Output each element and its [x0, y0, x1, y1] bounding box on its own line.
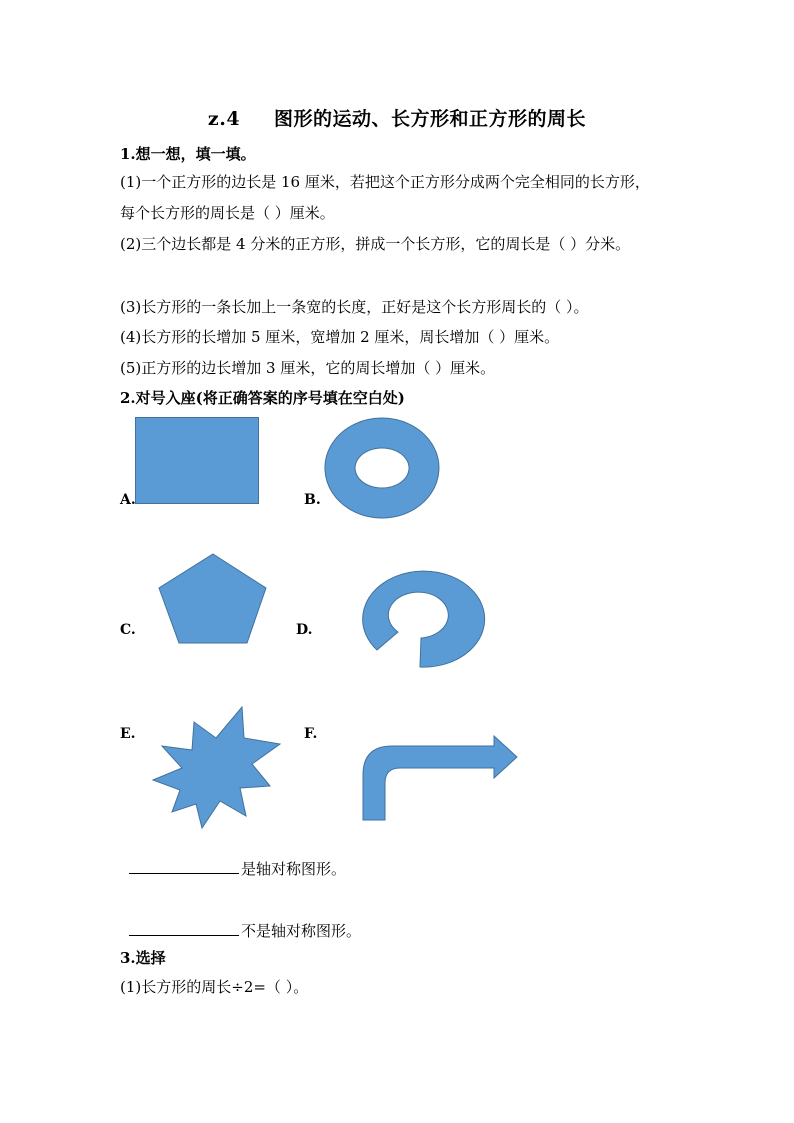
fill-in-symmetric	[129, 857, 346, 879]
question-1-2: (2)三个边长都是 4 分米的正方形，拼成一个长方形，它的周长是（ ）分米。	[120, 235, 631, 253]
page-title	[0, 104, 794, 131]
question-1-4: (4)长方形的长增加 5 厘米，宽增加 2 厘米，周长增加（ ）厘米。	[120, 328, 560, 346]
answer-blank-not-symmetric[interactable]	[129, 919, 239, 936]
label-e: E.	[120, 726, 136, 742]
shape-a-rectangle	[135, 417, 259, 504]
not-symmetric-text: 不是轴对称图形。	[241, 922, 362, 940]
question-1-3: (3)长方形的一条长加上一条宽的长度，正好是这个长方形周长的（ ）。	[120, 298, 589, 316]
section-3-heading: 3.选择	[120, 949, 166, 967]
answer-blank-symmetric[interactable]	[129, 857, 239, 874]
question-3-1: (1)长方形的周长÷2=（ ）。	[120, 978, 309, 996]
label-d: D.	[296, 622, 313, 638]
section-1-heading: 1.想一想，填一填。	[120, 145, 256, 163]
fill-in-not-symmetric	[129, 919, 361, 941]
lesson-title: 图形的运动、长方形和正方形的周长	[274, 108, 587, 130]
question-1-5: (5)正方形的边长增加 3 厘米，它的周长增加（ ）厘米。	[120, 359, 496, 377]
label-b: B.	[304, 492, 321, 508]
shape-b-ring	[324, 417, 440, 519]
label-f: F.	[304, 726, 318, 742]
lesson-number: z.4	[207, 108, 241, 130]
section-2-heading: 2.对号入座(将正确答案的序号填在空白处)	[120, 389, 405, 407]
symmetric-text: 是轴对称图形。	[241, 860, 347, 878]
label-c: C.	[120, 622, 136, 638]
question-1-1-line-2: 每个长方形的周长是（ ）厘米。	[120, 204, 335, 222]
label-a: A.	[120, 492, 136, 508]
question-1-1-line-1: (1)一个正方形的边长是 16 厘米，若把这个正方形分成两个完全相同的长方形，	[120, 173, 650, 191]
shape-d-open-ring	[360, 570, 488, 668]
shape-e-star-burst	[152, 706, 284, 831]
shape-c-pentagon	[158, 553, 268, 645]
shape-f-bent-arrow	[362, 735, 520, 821]
